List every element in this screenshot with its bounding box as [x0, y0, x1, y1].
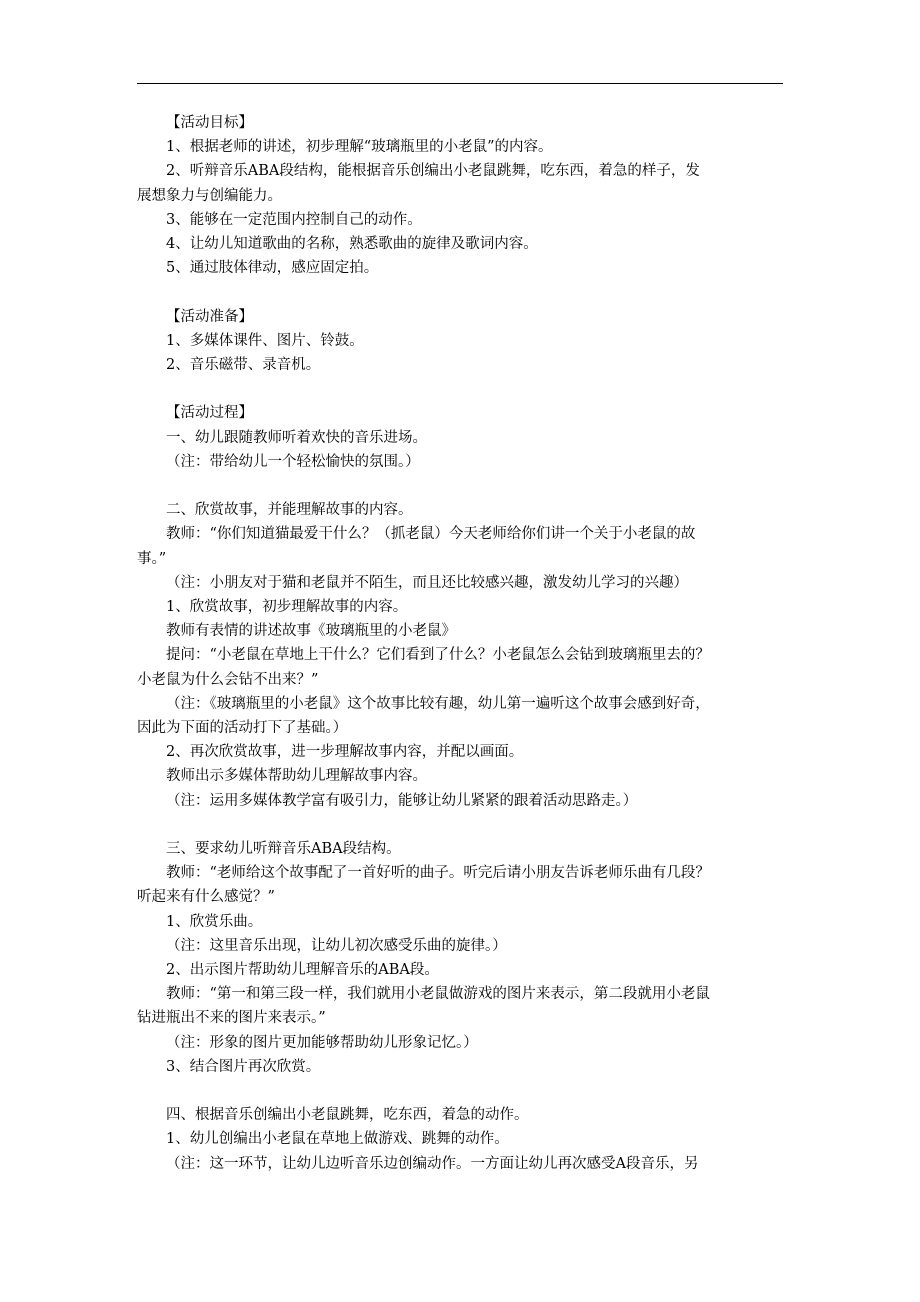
goal-item: 5、通过肢体律动，感应固定拍。: [166, 260, 379, 277]
prep-heading: 【活动准备】: [166, 308, 253, 325]
step1-title: 一、幼儿跟随教师听着欢快的音乐进场。: [166, 429, 427, 446]
step2-line: 2、再次欣赏故事，进一步理解故事内容，并配以画面。: [166, 744, 524, 761]
prep-item: 1、多媒体课件、图片、铃鼓。: [166, 332, 364, 349]
step3-note: （注：这里音乐出现，让幼儿初次感受乐曲的旋律。）: [166, 937, 507, 954]
step2-title: 二、欣赏故事，并能理解故事的内容。: [166, 502, 413, 519]
goal-item: 1、根据老师的讲述，初步理解“玻璃瓶里的小老鼠”的内容。: [166, 139, 553, 156]
document-body: [137, 111, 783, 1176]
step3-line: 教师：“老师给这个故事配了一首好听的曲子。听完后请小朋友告诉老师乐曲有几段？: [166, 865, 710, 882]
step2-note-continued: 因此为下面的活动打下了基础。）: [137, 720, 348, 737]
header-rule: [137, 83, 783, 84]
step2-note: （注：小朋友对于猫和老鼠并不陌生，而且还比较感兴趣，激发幼儿学习的兴趣）: [166, 574, 688, 591]
step2-line: 1、欣赏故事，初步理解故事的内容。: [166, 599, 408, 616]
step2-note: （注：《玻璃瓶里的小老鼠》这个故事比较有趣，幼儿第一遍听这个故事会感到好奇，: [166, 695, 710, 712]
step3-title: 三、要求幼儿听辩音乐ABA段结构。: [166, 841, 401, 858]
goals-heading: 【活动目标】: [166, 115, 253, 131]
step4-title: 四、根据音乐创编出小老鼠跳舞，吃东西，着急的动作。: [166, 1107, 529, 1124]
step3-line: 1、欣赏乐曲。: [166, 913, 263, 930]
step3-line: 教师：“第一和第三段一样，我们就用小老鼠做游戏的图片来表示，第二段就用小老鼠: [166, 986, 710, 1003]
goal-item: 3、能够在一定范围内控制自己的动作。: [166, 211, 422, 228]
goal-item: 2、听辩音乐ABA段结构，能根据音乐创编出小老鼠跳舞，吃东西，着急的样子，发: [166, 163, 700, 180]
spacer: [137, 813, 783, 837]
spacer: [137, 377, 783, 401]
prep-item: 2、音乐磁带、录音机。: [166, 357, 321, 374]
spacer: [137, 1079, 783, 1103]
goal-item: 4、让幼儿知道歌曲的名称，熟悉歌曲的旋律及歌词内容。: [166, 236, 538, 253]
step2-line: 教师：“你们知道猫最爱干什么？（抓老鼠）今天老师给你们讲一个关于小老鼠的故: [166, 526, 696, 543]
step4-line: 1、幼儿创编出小老鼠在草地上做游戏、跳舞的动作。: [166, 1131, 509, 1148]
step3-line: 2、出示图片帮助幼儿理解音乐的ABA段。: [166, 962, 439, 979]
spacer: [137, 280, 783, 304]
goal-item-continued: 展想象力与创编能力。: [137, 187, 282, 204]
step2-line: 教师有表情的讲述故事《玻璃瓶里的小老鼠》: [166, 623, 456, 640]
step3-line: 3、结合图片再次欣赏。: [166, 1058, 321, 1075]
spacer: [137, 474, 783, 498]
step3-note: （注：形象的图片更加能够帮助幼儿形象记忆。）: [166, 1034, 478, 1051]
step2-line-continued: 事。”: [137, 550, 167, 567]
step2-note: （注：运用多媒体教学富有吸引力，能够让幼儿紧紧的跟着活动思路走。）: [166, 792, 638, 809]
step3-line-continued: 听起来有什么感觉？”: [137, 889, 275, 906]
step2-line: 教师出示多媒体帮助幼儿理解故事内容。: [166, 768, 427, 785]
step4-note: （注：这一环节，让幼儿边听音乐边创编动作。一方面让幼儿再次感受A段音乐，另: [166, 1155, 699, 1172]
step3-line-continued: 钻进瓶出不来的图片来表示。”: [137, 1010, 326, 1027]
step2-line-continued: 小老鼠为什么会钻不出来？”: [137, 671, 319, 688]
step2-line: 提问：“小老鼠在草地上干什么？它们看到了什么？小老鼠怎么会钻到玻璃瓶里去的？: [166, 647, 710, 664]
step1-note: （注：带给幼儿一个轻松愉快的氛围。）: [166, 453, 420, 470]
process-heading: 【活动过程】: [166, 405, 253, 422]
